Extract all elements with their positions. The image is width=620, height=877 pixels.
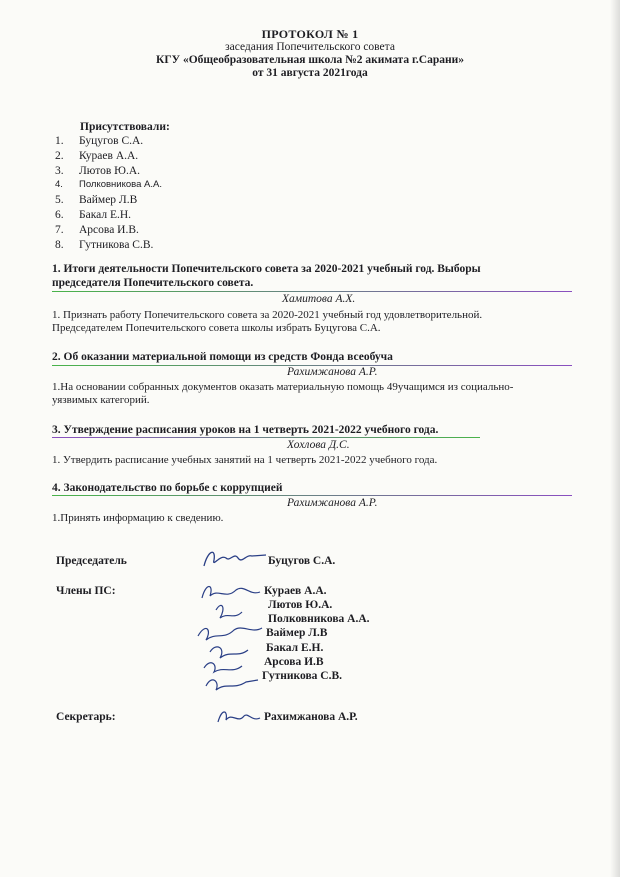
chair-signature-icon — [200, 544, 270, 574]
member-name: Кураев А.А. — [264, 585, 327, 597]
section-3-title: 3. Утверждение расписания уроков на 1 четверть 2021-2022 учебного года. — [52, 424, 439, 436]
section-2-speaker: Рахимжанова А.Р. — [287, 366, 378, 378]
attendee-item: 6. Бакал Е.Н. — [55, 208, 132, 221]
chair-name: Буцугов С.А. — [268, 555, 336, 567]
section-1-speaker: Хамитова А.Х. — [282, 293, 356, 305]
attendee-item: 2. Кураев А.А. — [55, 149, 139, 162]
section-2-text-line2: уязвимых категорий. — [52, 394, 150, 406]
attendance-heading: Присутствовали: — [80, 121, 170, 133]
section-1-title-line2: председателя Попечительского совета. — [52, 277, 254, 289]
section-1-underline — [52, 291, 572, 292]
member-name: Гутникова С.В. — [262, 670, 343, 682]
meeting-line: заседания Попечительского совета — [225, 41, 395, 53]
attendee-item: 1. Буцугов С.А. — [55, 135, 144, 147]
attendee-item: 3. Лютов Ю.А. — [55, 164, 141, 177]
member-name: Полковникова А.А. — [268, 613, 370, 625]
protocol-title: ПРОТОКОЛ № 1 — [261, 27, 359, 41]
member-name: Лютов Ю.А. — [268, 599, 333, 611]
date-line: от 31 августа 2021года — [252, 67, 368, 79]
section-4-text: 1.Принять информацию к сведению. — [52, 512, 224, 524]
member-name: Ваймер Л.В — [266, 627, 328, 639]
members-signatures-icon — [196, 578, 268, 696]
school-line: КГУ «Общеобразовательная школа №2 акимата г.Сарани» — [156, 54, 464, 66]
member-name: Арсова И.В — [264, 656, 324, 668]
attendee-item: 5. Ваймер Л.В — [55, 194, 138, 207]
section-2-text-line1: 1.На основании собранных документов оказать материальную помощь 49учащимся из социально- — [52, 381, 514, 393]
section-1-title-line1: 1. Итоги деятельности Попечительского совета за 2020-2021 учебный год. Выборы — [52, 263, 481, 275]
section-1-text-line2: Председателем Попечительского совета школы избрать Буцугова С.А. — [52, 322, 381, 334]
section-4-speaker: Рахимжанова А.Р. — [287, 497, 378, 509]
chair-label: Председатель — [56, 555, 127, 567]
attendee-item: 4. Полковникова А.А. — [55, 179, 162, 191]
scan-shadow-edge — [610, 0, 620, 877]
section-4-underline — [52, 495, 572, 496]
attendance-list — [55, 134, 162, 252]
secretary-name: Рахимжанова А.Р. — [264, 711, 358, 723]
secretary-signature-icon — [214, 702, 264, 732]
section-3-text: 1. Утвердить расписание учебных занятий на 1 четверть 2021-2022 учебного года. — [52, 454, 438, 466]
secretary-label: Секретарь: — [56, 711, 116, 723]
section-1-text-line1: 1. Признать работу Попечительского совета за 2020-2021 учебный год удовлетворительной. — [52, 309, 483, 321]
member-name: Бакал Е.Н. — [266, 642, 324, 654]
members-label: Члены ПС: — [56, 585, 116, 597]
attendee-item: 8. Гутникова С.В. — [55, 238, 154, 251]
section-2-title: 2. Об оказании материальной помощи из средств Фонда всеобуча — [52, 351, 393, 363]
section-3-speaker: Хохлова Д.С. — [287, 439, 350, 451]
section-4-title: 4. Законодательство по борьбе с коррупцией — [52, 482, 283, 494]
attendee-item: 7. Арсова И.В. — [55, 223, 139, 236]
document-header — [0, 28, 620, 80]
section-3-underline — [52, 437, 480, 438]
